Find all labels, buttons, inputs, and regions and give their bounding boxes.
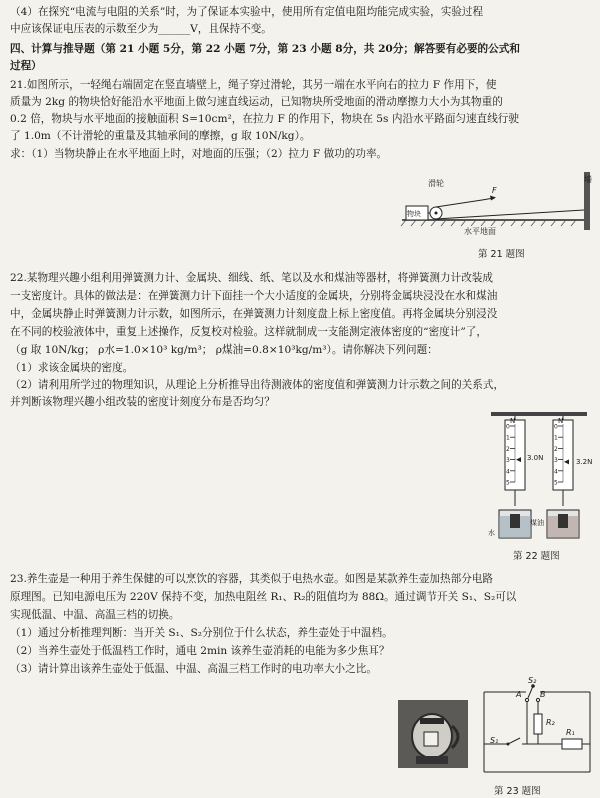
rope-upper xyxy=(436,200,482,207)
reading-oil: 3.2N xyxy=(576,458,593,466)
s2-label: S₂ xyxy=(528,676,537,685)
s1-label: S₁ xyxy=(490,736,499,745)
r2-resistor xyxy=(534,714,542,734)
q23-line-2: 原理图。已知电源电压为 220V 保持不变，加热电阻丝 R₁、R₂的阻值均为 88Ω。通过调节开关 S₁、S₂可以 xyxy=(10,591,517,603)
tick-label: 0 xyxy=(506,423,510,431)
support-bar xyxy=(491,412,587,416)
tick-label: 2 xyxy=(554,445,558,453)
q23-circuit xyxy=(478,676,596,780)
force-arrow-head xyxy=(490,196,496,201)
q23-caption: 第 23 题图 xyxy=(494,786,541,797)
q23-line-5: （2）当养生壶处于低温档工作时，通电 2min 该养生壶消耗的电能为多少焦耳？ xyxy=(10,645,390,657)
tick-label: 1 xyxy=(506,434,510,442)
q22-line-2: 一支密度计。具体的做法是：在弹簧测力计下面挂一个大小适度的金属块，分别将金属块浸没在水和煤油 xyxy=(10,290,498,302)
wall-label: 墙 xyxy=(584,175,592,184)
q22-caption: 第 22 题图 xyxy=(513,551,560,562)
ground-label: 水平地面 xyxy=(464,227,496,236)
s1-blade xyxy=(508,738,520,744)
section4-header-line1: 四、计算与推导题（第 21 小题 5分，第 22 小题 7分，第 23 小题 8分，共 20分；解答要有必要的公式和 xyxy=(10,43,520,55)
q22-line-8: 并判断该物理兴趣小组改装的密度计刻度分布是否均匀？ xyxy=(10,396,275,408)
q22-line-1: 22.某物理兴趣小组利用弹簧测力计、金属块、细线、纸、笔以及水和煤油等器材，将弹簧测力计改装成 xyxy=(10,272,493,284)
liquid-oil-label: 煤油 xyxy=(530,519,544,527)
tick-label: 3 xyxy=(554,457,558,465)
tick-label: 2 xyxy=(506,445,510,453)
beaker-oil xyxy=(547,510,579,538)
a-label: A xyxy=(516,690,522,699)
unit-water: N xyxy=(510,417,516,425)
force-label: F xyxy=(492,186,497,195)
q21-line-5: 求：（1）当物块静止在水平地面上时，对地面的压强；（2）拉力 F 做功的功率。 xyxy=(10,148,388,160)
tick-label: 5 xyxy=(506,479,510,487)
block-label: 物块 xyxy=(407,210,421,218)
rope-lower xyxy=(436,210,584,219)
q22-line-5: （g 取 10N/kg； ρ水=1.0×10³ kg/m³； ρ煤油=0.8×10³kg/m³）。请你解决下列问题： xyxy=(10,344,438,356)
section4-header-line2: 过程） xyxy=(10,60,42,72)
q22-line-3: 中，金属块静止时弹簧测力计示数，如图所示，在弹簧测力计刻度盘上标上密度值。再将金属块分别浸没 xyxy=(10,308,498,320)
q22-line-4: 在不同的校验液体中，重复上述操作，反复校对检验。这样就制成一支能测定液体密度的“密度计”了， xyxy=(10,326,487,338)
tick-label: 0 xyxy=(554,423,558,431)
kettle-photo xyxy=(398,700,468,768)
reading-water: 3.0N xyxy=(527,454,544,462)
q23-line-4: （1）通过分析推理判断：当开关 S₁、S₂分别位于什么状态，养生壶处于中温档。 xyxy=(10,627,393,639)
unit-oil: N xyxy=(558,417,564,425)
q21-line-2: 质量为 2kg 的物块恰好能沿水平地面上做匀速直线运动，已知物块所受地面的滑动摩擦力大小为其物重的 xyxy=(10,96,503,108)
tick-label: 1 xyxy=(554,434,558,442)
q21-caption: 第 21 题图 xyxy=(478,249,525,260)
liquid-water-label: 水 xyxy=(488,529,495,537)
q23-line-6: （3）请计算出该养生壶处于低温、中温、高温三档工作时的电功率大小之比。 xyxy=(10,663,377,675)
q22-line-7: （2）请利用所学过的物理知识，从理论上分析推导出待测液体的密度值和弹簧测力计示数之间的关系式， xyxy=(10,379,505,391)
q21-line-1: 21.如图所示，一轻绳右端固定在竖直墙壁上，绳子穿过滑轮，其另一端在水平向右的拉力 F 作用下，使 xyxy=(10,79,497,91)
contact-a xyxy=(525,698,528,701)
pulley-axle xyxy=(435,212,438,215)
r1-label: R₁ xyxy=(566,728,575,737)
tick-label: 5 xyxy=(554,479,558,487)
q20-4-line2: 中应该保证电压表的示数至少为______V，且保持不变。 xyxy=(10,23,272,35)
r2-label: R₂ xyxy=(546,718,555,727)
beaker-water xyxy=(499,510,531,538)
s1-pivot xyxy=(507,743,510,746)
tick-label: 4 xyxy=(554,468,558,476)
tick-label: 3 xyxy=(506,457,510,465)
q21-line-4: 了 1.0m（不计滑轮的重量及其轴承间的摩擦，g 取 10N/kg）。 xyxy=(10,130,311,142)
b-label: B xyxy=(540,690,546,699)
r1-resistor xyxy=(562,739,582,749)
q23-line-3: 实现低温、中温、高温三档的切换。 xyxy=(10,609,180,621)
q21-line-3: 0.2 倍，物块与水平地面的接触面积 S=10cm²，在拉力 F 的作用下，物块在 5s 内沿水平路面匀速直线行驶 xyxy=(10,113,519,125)
q20-4-line1: （4）在探究“电流与电阻的关系”时，为了保证本实验中，使用所有定值电阻均能完成实验，实验过程 xyxy=(10,6,484,18)
kettle-icon xyxy=(398,700,468,768)
q23-line-1: 23.养生壶是一种用于养生保健的可以烹饮的容器，其类似于电热水壶。如图是某款养生壶加热部分电路 xyxy=(10,573,493,585)
pulley-label: 滑轮 xyxy=(428,179,444,188)
s2-blade xyxy=(528,686,533,698)
tick-label: 4 xyxy=(506,468,510,476)
q22-line-6: （1）求该金属块的密度。 xyxy=(10,362,134,374)
